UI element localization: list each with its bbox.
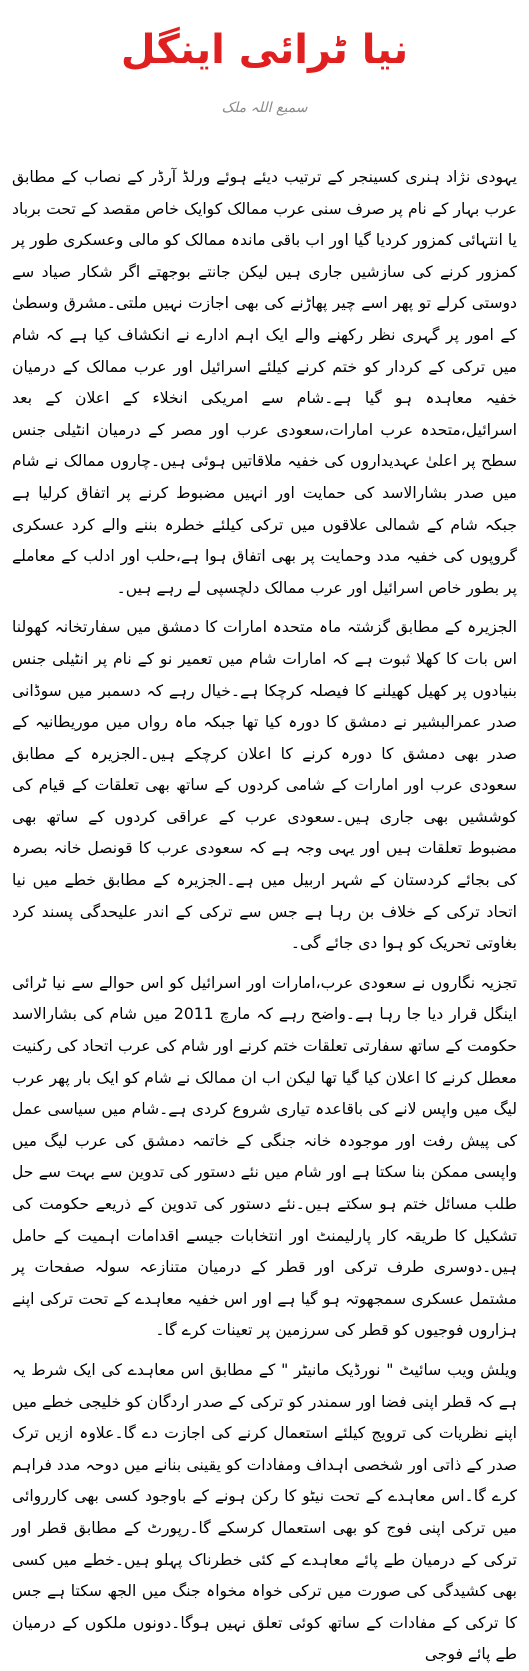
article-title: نیا ٹرائی اینگل xyxy=(120,27,409,73)
article-paragraph: تجزیہ نگاروں نے سعودی عرب،امارات اور اسرائیل کو اس حوالے سے نیا ٹرائی اینگل قرار دیا جا رہا ہے۔واضح رہے کہ مارچ 2011 میں شام کی بشارالاسد حکومت کے ساتھ سفارتی تعلقات ختم کرنے اور شام کی عرب اتحاد کی رکنیت معطل کرنے کا اعلان کیا گیا تھا لیکن اب ان ممالک نے شام کو ایک بار پھر عرب لیگ میں واپس لانے کی باقاعدہ تیاری شروع کردی ہے۔شام میں سیاسی عمل کی پیش رفت اور موجودہ خانہ جنگی کے خاتمہ دمشق کی عرب لیگ میں واپسی ممکن بنا سکتا ہے اور شام میں نئے دستور کی تدوین سے بہت سے حل طلب مسائل ختم ہو سکتے ہیں۔نئے دستور کی تدوین کے ذریعے حکومت کی تشکیل کا طریقہ کار پارلیمنٹ اور انتخابات جیسے اقدامات اہمیت کے حامل ہیں۔دوسری طرف ترکی اور قطر کے درمیان متنازعہ سولہ صفحات پر مشتمل عسکری سمجھوتہ ہو گیا ہے اور اس خفیہ معاہدے کے تحت ترکی اپنے ہزاروں فوجیوں کو قطر کی سرزمین پر تعینات کرے گا۔ xyxy=(12,973,517,1340)
article-paragraph: ویلش ویب سائیٹ " نورڈیک مانیٹر " کے مطابق اس معاہدے کی ایک شرط یہ ہے کہ قطر اپنی فضا اور سمندر کو ترکی کے صدر اردگان کو خلیجی خطے میں اپنے نظریات کی ترویج کیلئے استعمال کرنے کی اجازت دے گا۔علاوہ ازیں ترک صدر کے ذاتی اور شخصی اہداف ومفادات کو یقینی بنانے میں دوحہ مدد فراہم کرے گا۔اس معاہدے کے تحت نیٹو کا رکن ہونے کے باوجود کسی بھی کارروائی میں ترکی اپنی فوج کو بھی استعمال کرسکے گا۔رپورٹ کے مطابق قطر اور ترکی کے درمیان طے پائے معاہدے کے کئی خطرناک پہلو ہیں۔خطے میں کسی بھی کشیدگی کی صورت میں ترکی خواہ مخواہ جنگ میں الجھ سکتا ہے جس کا ترکی کے مفادات کے ساتھ کوئی تعلق نہیں ہوگا۔دونوں ملکوں کے درمیان طے پائے فوجی xyxy=(12,1360,517,1664)
author-byline: سمیع اللہ ملک xyxy=(221,100,308,116)
article-page xyxy=(0,24,529,1664)
article-paragraph: یہودی نژاد ہنری کسینجر کے ترتیب دیئے ہوئے ورلڈ آرڈر کے نصاب کے مطابق عرب بہار کے نام پر صرف سنی عرب ممالک کوایک خاص مقصد کے تحت برباد یا انتہائی کمزور کردیا گیا اور اب باقی ماندہ ممالک کو مالی وعسکری طور پر کمزور کرنے کی سازشیں جاری ہیں لیکن جانتے بوجھتے اگر شکار صیاد سے دوستی کرلے تو پھر اسے چیر پھاڑنے کی بھی اجازت نہیں ملتی۔مشرق وسطیٰ کے امور پر گہری نظر رکھنے والے ایک اہم ادارے نے انکشاف کیا ہے کہ شام میں ترکی کے کردار کو ختم کرنے کیلئے اسرائیل اور عرب ممالک کے درمیان خفیہ معاہدہ ہو گیا ہے۔شام سے امریکی انخلاء کے اعلان کے بعد اسرائیل،متحدہ عرب امارات،سعودی عرب اور مصر کے درمیان انٹیلی جنس سطح پر اعلیٰ عہدیداروں کی خفیہ ملاقاتیں ہوئی ہیں۔چاروں ممالک نے شام میں صدر بشارالاسد کی حمایت اور انہیں مضبوط کرنے پر اتفاق کرلیا ہے جبکہ شام کے شمالی علاقوں میں ترکی کیلئے خطرہ بننے والے کرد عسکری گروپوں کی خفیہ مدد وحمایت پر بھی اتفاق ہوا ہے،حلب اور ادلب کے معاملے پر بطور خاص اسرائیل اور عرب ممالک دلچسپی لے رہے ہیں۔ xyxy=(12,168,517,597)
article-body xyxy=(0,162,529,1671)
article-paragraph: الجزیرہ کے مطابق گزشتہ ماہ متحدہ امارات کا دمشق میں سفارتخانہ کھولنا اس بات کا کھلا ثبوت ہے کہ امارات شام میں تعمیر نو کے نام پر انٹیلی جنس بنیادوں پر کھیل کھیلنے کا فیصلہ کرچکا ہے۔خیال رہے کہ دسمبر میں سوڈانی صدر عمرالبشیر نے دمشق کا دورہ کیا تھا جبکہ ماہ رواں میں موریطانیہ کے صدر بھی دمشق کا دورہ کرنے کا اعلان کرچکے ہیں۔الجزیرہ کے مطابق سعودی عرب اور امارات کے شامی کردوں کے ساتھ بھی تعلقات کے قیام کی کوششیں بھی جاری ہیں۔سعودی عرب کے عراقی کردوں کے ساتھ بھی مضبوط تعلقات ہیں اور یہی وجہ ہے کہ سعودی عرب کا قونصل خانہ بصرہ کی بجائے کردستان کے شہر اربیل میں ہے۔الجزیرہ کے مطابق خطے میں نیا اتحاد ترکی کے خلاف بن رہا ہے جس سے ترکی کے اندر علیحدگی پسند کرد بغاوتی تحریک کو ہوا دی جائے گی۔ xyxy=(12,618,517,953)
